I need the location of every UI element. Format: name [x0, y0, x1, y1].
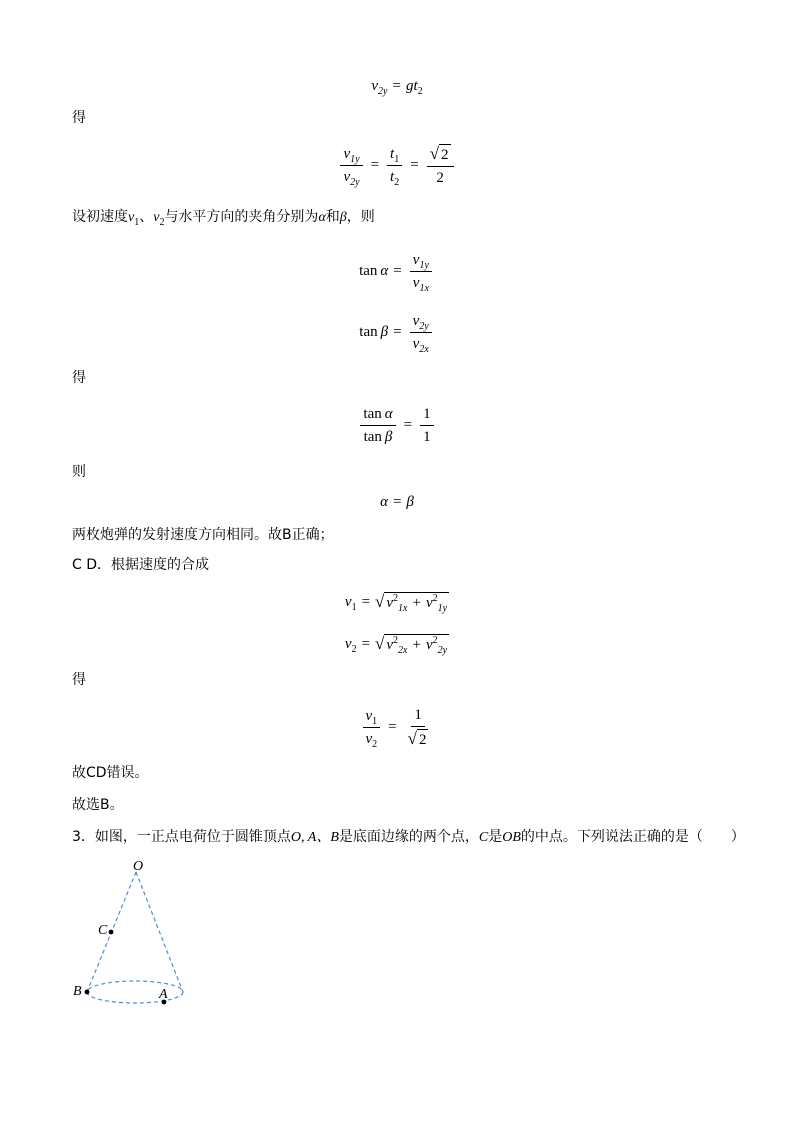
- equation-alpha-beta: α = β: [380, 493, 414, 510]
- text-de-2: 得: [72, 370, 86, 386]
- equation-velocity-ratio: $\frac{v_{1y}}{v_{2y}}$ = $\frac{t_1}{t_2}$ = √ 2 2: [0, 142, 794, 188]
- equation-v1-v2-ratio: $\frac{v_1}{v_2}$ = 1 √ 2: [0, 704, 794, 750]
- text-cd-wrong: 故CD错误。: [72, 765, 149, 781]
- text-same-direction: 两枚炮弹的发射速度方向相同。故B正确；: [72, 527, 334, 543]
- label-c: C: [98, 923, 108, 938]
- cone-figure: [62, 856, 202, 1016]
- equation-tan-alpha: tan α = $\frac{v_{1y}}{v_{1x}}$: [0, 248, 794, 294]
- text-choose-b: 故选B。: [72, 797, 124, 813]
- cone-edge-right: [136, 872, 183, 992]
- cone-base-ellipse: [87, 981, 183, 1003]
- text-de-3: 得: [72, 672, 86, 688]
- equation-tan-ratio: $\frac{\text{tan α}}{\text{tan β}}$ = $\frac{1}{1}$: [0, 402, 794, 448]
- label-o: O: [133, 859, 144, 874]
- text-ze: 则: [72, 464, 86, 480]
- equation-v1-magnitude: $v_1$ = √ $v^2_{1x} + v^2_{1y}$: [344, 592, 448, 614]
- equation-v2y-gt2: $v_{2y}$ = $gt_2$: [371, 77, 423, 97]
- point-b-dot: [85, 990, 90, 995]
- label-a: A: [159, 987, 168, 1002]
- label-b: B: [73, 984, 82, 999]
- point-c-dot: [109, 930, 114, 935]
- equation-v2-magnitude: $v_2$ = √ $v^2_{2x} + v^2_{2y}$: [344, 634, 448, 656]
- text-set-angles: 设初速度$v_1$、$v_2$与水平方向的夹角分别为α和β，则: [72, 209, 375, 228]
- equation-tan-beta: tan β = $\frac{v_{2y}}{v_{2x}}$: [0, 309, 794, 355]
- question-3-text: 3．如图，一正点电荷位于圆锥顶点O, A、B是底面边缘的两个点，C是OB的中点。下列说法正确的是（ ）: [72, 829, 745, 845]
- text-cd-intro: C D．根据速度的合成: [72, 557, 210, 573]
- text-de-1: 得: [72, 110, 86, 126]
